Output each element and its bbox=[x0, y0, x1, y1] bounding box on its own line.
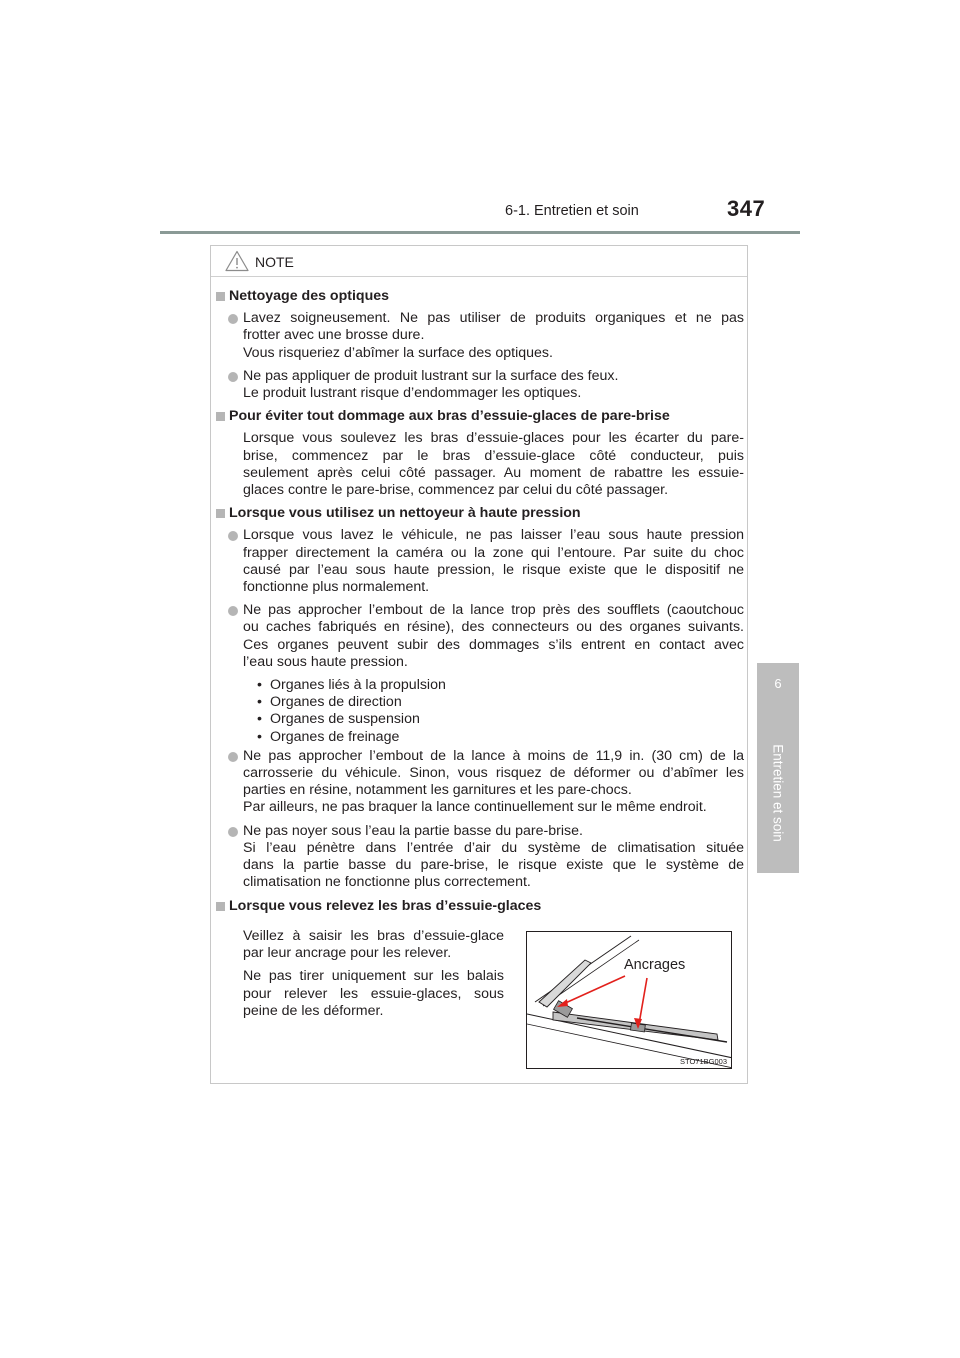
wiper-drawing bbox=[527, 932, 732, 1069]
chapter-label: Entretien et soin bbox=[770, 744, 786, 842]
organ-list bbox=[216, 677, 744, 746]
organ-list-item: • Organes de suspension bbox=[257, 711, 744, 728]
list-item: Ne pas appliquer de produit lustrant sur la surface des feux. Le produit lustrant risque d’endommager les optiques. bbox=[216, 368, 744, 402]
chapter-label-wrap bbox=[765, 728, 791, 858]
figure-label-ancrages: Ancrages bbox=[624, 957, 686, 973]
section-title: 6-1. Entretien et soin bbox=[505, 203, 639, 219]
list-item: Ne pas noyer sous l’eau la partie basse du pare-brise. Si l’eau pénètre dans l’entrée d’air du système de climatisation située dans la partie basse du pare-brise, le risque existe que le système de climatisation ne fonctionne plus correctement. bbox=[216, 823, 744, 892]
section-heading-bras: Pour éviter tout dommage aux bras d’essuie-glaces de pare-brise bbox=[216, 408, 744, 425]
page-number: 347 bbox=[727, 196, 766, 221]
note-title: NOTE bbox=[255, 254, 294, 270]
paragraph: Veillez à saisir les bras d’essuie-glace par leur ancrage pour les relever. bbox=[243, 928, 504, 962]
figure-code: STO71BG003 bbox=[680, 1057, 727, 1066]
warning-triangle-icon bbox=[225, 250, 249, 272]
paragraph: Ne pas tirer uniquement sur les balais pour relever les essuie-glaces, sous peine de les déformer. bbox=[243, 968, 504, 1019]
note-content bbox=[216, 288, 744, 920]
header-divider bbox=[160, 231, 800, 234]
note-header bbox=[211, 246, 747, 277]
list-item: Ne pas approcher l’embout de la lance à moins de 11,9 in. (30 cm) de la carrosserie du véhicule. Sinon, vous risquez de déformer ou d’abîmer les parties en résine, notamment les garnitures et les pare-chocs. Par ailleurs, ne pas braquer la lance continuellement sur le même endroit. bbox=[216, 748, 744, 817]
wiper-instructions bbox=[243, 928, 504, 1026]
section-heading-relevez: Lorsque vous relevez les bras d’essuie-glaces bbox=[216, 898, 744, 915]
list-item: Lorsque vous lavez le véhicule, ne pas laisser l’eau sous haute pression frapper directement la caméra ou la zone qui l’entoure. Par suite du choc causé par l’eau sous haute pression, le risque existe que le dispositif ne fonctionne plus normalement. bbox=[216, 527, 744, 596]
section-heading-optiques: Nettoyage des optiques bbox=[216, 288, 744, 305]
organ-list-item: • Organes de freinage bbox=[257, 729, 744, 746]
chapter-number: 6 bbox=[774, 676, 782, 691]
list-item: Ne pas approcher l’embout de la lance trop près des soufflets (caoutchouc ou caches fabriqués en résine), des connecteurs ou des organes suivants. Ces organes peuvent subir des dommages s’ils entrent en contact avec l’eau sous haute pression. bbox=[216, 602, 744, 671]
section-heading-nettoyeur: Lorsque vous utilisez un nettoyeur à haute pression bbox=[216, 505, 744, 522]
organ-list-item: • Organes de direction bbox=[257, 694, 744, 711]
wiper-illustration bbox=[526, 931, 732, 1069]
organ-list-item: • Organes liés à la propulsion bbox=[257, 677, 744, 694]
paragraph: Lorsque vous soulevez les bras d’essuie-glaces pour les écarter du pare- brise, commencez par le bras d’essuie-glace côté conducteur, puis seulement après celui côté passager. Au moment de rabattre les essuie- glaces contre le pare-brise, commencez par celui du côté passager. bbox=[243, 430, 744, 499]
list-item: Lavez soigneusement. Ne pas utiliser de produits organiques et ne pas frotter avec une brosse dure. Vous risqueriez d’abîmer la surface des optiques. bbox=[216, 310, 744, 362]
